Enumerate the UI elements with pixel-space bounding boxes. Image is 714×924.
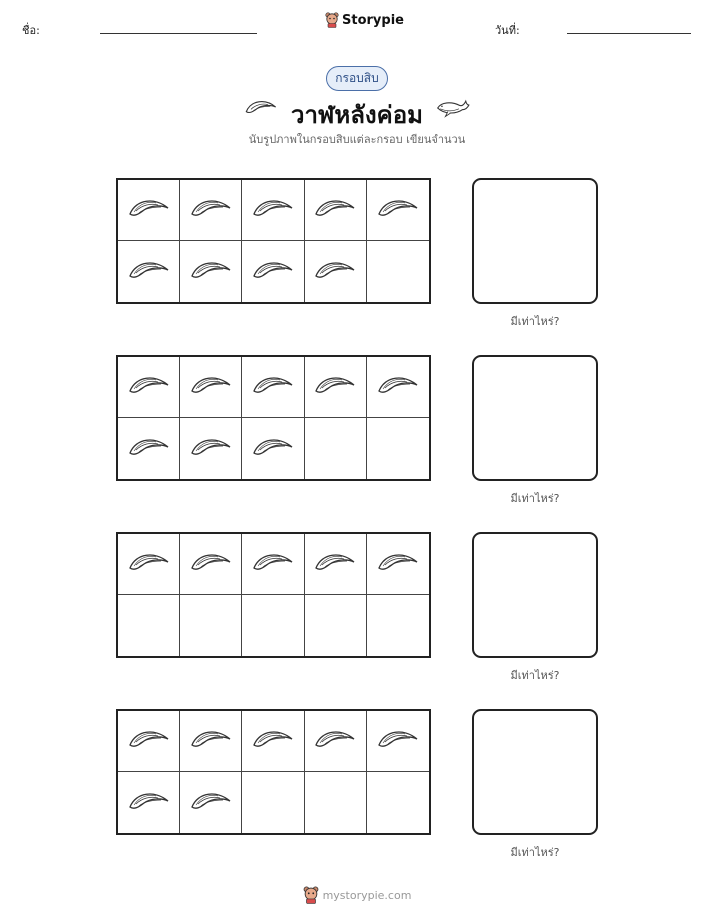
ten-frame-3 <box>116 532 431 658</box>
ten-frame-cell <box>118 595 180 656</box>
ten-frame-cell <box>118 418 180 479</box>
instructions: นับรูปภาพในกรอบสิบแต่ละกรอบ เขียนจำนวน <box>248 133 466 146</box>
ten-frame-cell <box>305 595 367 656</box>
ten-frame-cell <box>305 418 367 479</box>
ten-frame-cell <box>367 711 429 772</box>
ten-frame-cell <box>242 418 304 479</box>
ten-frame-cell <box>118 241 180 302</box>
ten-frame-cell <box>180 595 242 656</box>
whale-fin-icon <box>376 726 420 756</box>
ten-frame-cell <box>118 534 180 595</box>
whale-fin-icon <box>127 257 171 287</box>
ten-frame-cell <box>242 772 304 833</box>
storypie-bear-icon <box>325 12 339 28</box>
footer <box>0 886 714 904</box>
logo-text: Storypie <box>342 12 404 28</box>
whale-fin-icon <box>127 372 171 402</box>
storypie-logo <box>325 12 404 28</box>
ten-frame-cell <box>118 180 180 241</box>
answer-box-3[interactable] <box>472 532 598 658</box>
ten-frame-cell <box>305 241 367 302</box>
whale-fin-icon <box>376 549 420 579</box>
ten-frame-cell <box>242 357 304 418</box>
ten-frame-cell <box>305 534 367 595</box>
ten-frame-cell <box>118 711 180 772</box>
whale-fin-icon <box>251 726 295 756</box>
ten-frame-cell <box>180 241 242 302</box>
ten-frame-cell <box>242 241 304 302</box>
ten-frame-cell <box>367 772 429 833</box>
name-label: ชื่อ: <box>22 24 40 37</box>
whale-fin-icon <box>313 549 357 579</box>
ten-frame-cell <box>242 595 304 656</box>
whale-fin-icon <box>127 549 171 579</box>
ten-frame-cell <box>367 180 429 241</box>
ten-frame-cell <box>305 772 367 833</box>
ten-frame-cell <box>242 534 304 595</box>
ten-frame-cell <box>180 418 242 479</box>
whale-fin-icon <box>313 726 357 756</box>
whale-fin-icon <box>313 257 357 287</box>
ten-frame-cell <box>305 357 367 418</box>
whale-fin-icon <box>127 726 171 756</box>
whale-fin-icon <box>251 372 295 402</box>
how-many-question: มีเท่าไหร่? <box>510 492 560 505</box>
ten-frame-4 <box>116 709 431 835</box>
whale-fin-icon <box>313 372 357 402</box>
whale-fin-icon <box>376 372 420 402</box>
name-input-line[interactable] <box>100 33 257 34</box>
ten-frame-cell <box>118 357 180 418</box>
ten-frame-cell <box>367 534 429 595</box>
whale-fin-icon <box>189 549 233 579</box>
whale-fin-icon <box>251 257 295 287</box>
how-many-question: มีเท่าไหร่? <box>510 846 560 859</box>
whale-fin-icon <box>251 549 295 579</box>
whale-fin-icon <box>313 195 357 225</box>
date-input-line[interactable] <box>567 33 691 34</box>
ten-frame-1 <box>116 178 431 304</box>
whale-fin-icon <box>127 788 171 818</box>
ten-frame-cell <box>242 180 304 241</box>
answer-box-1[interactable] <box>472 178 598 304</box>
whale-fin-icon <box>127 434 171 464</box>
answer-box-4[interactable] <box>472 709 598 835</box>
whale-fin-icon <box>251 195 295 225</box>
whale-fin-icon <box>189 788 233 818</box>
whale-fin-icon <box>251 434 295 464</box>
whale-icon <box>436 96 470 120</box>
whale-fin-icon <box>189 257 233 287</box>
footer-link[interactable]: mystorypie.com <box>322 888 412 902</box>
ten-frame-cell <box>305 180 367 241</box>
ten-frame-cell <box>180 180 242 241</box>
ten-frame-cell <box>118 772 180 833</box>
whale-fin-icon <box>189 372 233 402</box>
ten-frame-badge: กรอบสิบ <box>326 66 388 91</box>
ten-frame-cell <box>367 241 429 302</box>
whale-fin-icon <box>376 195 420 225</box>
whale-fin-icon <box>127 195 171 225</box>
how-many-question: มีเท่าไหร่? <box>510 669 560 682</box>
ten-frame-cell <box>180 357 242 418</box>
ten-frame-2 <box>116 355 431 481</box>
whale-fin-icon <box>189 434 233 464</box>
whale-fin-icon <box>189 726 233 756</box>
ten-frame-cell <box>305 711 367 772</box>
ten-frame-cell <box>367 595 429 656</box>
ten-frame-cell <box>180 772 242 833</box>
answer-box-2[interactable] <box>472 355 598 481</box>
ten-frame-cell <box>242 711 304 772</box>
ten-frame-cell <box>367 418 429 479</box>
date-label: วันที่: <box>495 24 520 37</box>
storypie-bear-icon <box>303 886 319 904</box>
ten-frame-cell <box>180 711 242 772</box>
page-title: วาฬหลังค่อม <box>291 101 423 129</box>
ten-frame-cell <box>180 534 242 595</box>
whale-fin-icon <box>189 195 233 225</box>
ten-frame-cell <box>367 357 429 418</box>
how-many-question: มีเท่าไหร่? <box>510 315 560 328</box>
